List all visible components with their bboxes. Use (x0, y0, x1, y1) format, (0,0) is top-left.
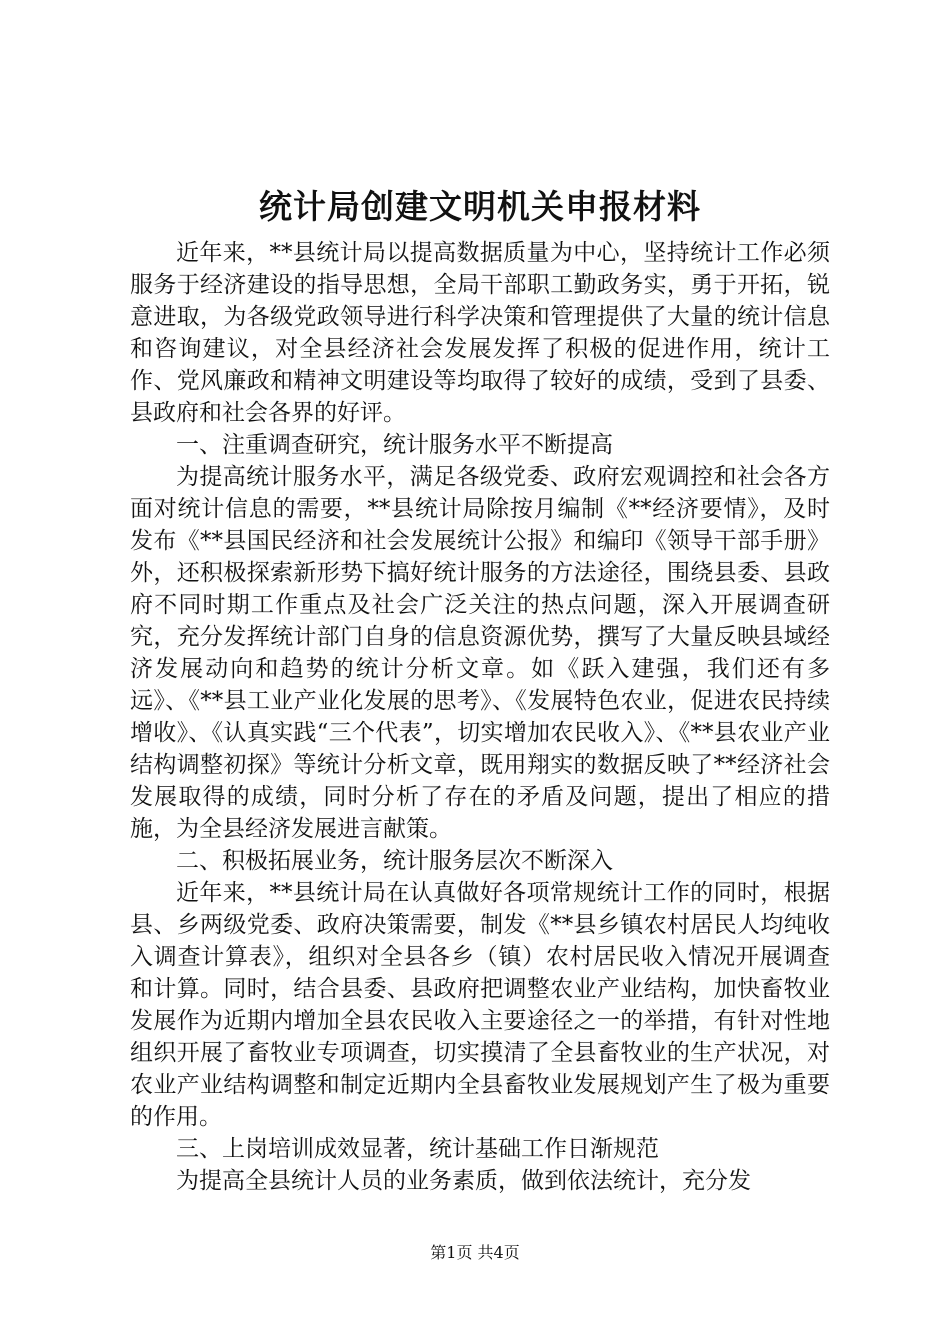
section-heading-1: 一、注重调查研究，统计服务水平不断提高 (176, 432, 613, 458)
section-heading-2: 二、积极拓展业务，统计服务层次不断深入 (176, 848, 613, 874)
section-3-paragraph: 为提高全县统计人员的业务素质，做到依法统计，充分发 (176, 1168, 751, 1194)
document-title: 统计局创建文明机关申报材料 (259, 187, 701, 226)
section-1-paragraph: 为提高统计服务水平，满足各级党委、政府宏观调控和社会各方面对统计信息的需要，**县统计局除按月编制《**经济要情》，及时发布《**县国民经济和社会发展统计公报》和编印《领导干部手册》外，还积极探索新形势下搞好统计服务的方法途径，围绕县委、县政府不同时期工作重点及社会广泛关注的热点问题，深入开展调查研究，充分发挥统计部门自身的信息资源优势，撰写了大量反映县域经济发展动向和趋势的统计分析文章。如《跃入建强，我们还有多远》、《**县工业产业化发展的思考》、《发展特色农业，促进农民持续增收》、《认真实践“三个代表”，切实增加农民收入》、《**县农业产业结构调整初探》等统计分析文章，既用翔实的数据反映了**经济社会发展取得的成绩，同时分析了存在的矛盾及问题，提出了相应的措施，为全县经济发展进言献策。 (130, 464, 830, 842)
document-body (130, 183, 830, 1197)
section-2-paragraph: 近年来，**县统计局在认真做好各项常规统计工作的同时，根据县、乡两级党委、政府决策需要，制发《**县乡镇农村居民人均纯收入调查计算表》，组织对全县各乡（镇）农村居民收入情况开展调查和计算。同时，结合县委、县政府把调整农业产业结构，加快畜牧业发展作为近期内增加全县农民收入主要途径之一的举措，有针对性地组织开展了畜牧业专项调查，切实摸清了全县畜牧业的生产状况，对农业产业结构调整和制定近期内全县畜牧业发展规划产生了极为重要的作用。 (130, 880, 830, 1130)
page-footer: 第1页 共4页 (430, 1243, 520, 1262)
section-heading-3: 三、上岗培训成效显著，统计基础工作日渐规范 (176, 1136, 659, 1162)
intro-paragraph: 近年来，**县统计局以提高数据质量为中心，坚持统计工作必须服务于经济建设的指导思想，全局干部职工勤政务实，勇于开拓，锐意进取，为各级党政领导进行科学决策和管理提供了大量的统计信息和咨询建议，对全县经济社会发展发挥了积极的促进作用，统计工作、党风廉政和精神文明建设等均取得了较好的成绩，受到了县委、县政府和社会各界的好评。 (130, 240, 830, 426)
